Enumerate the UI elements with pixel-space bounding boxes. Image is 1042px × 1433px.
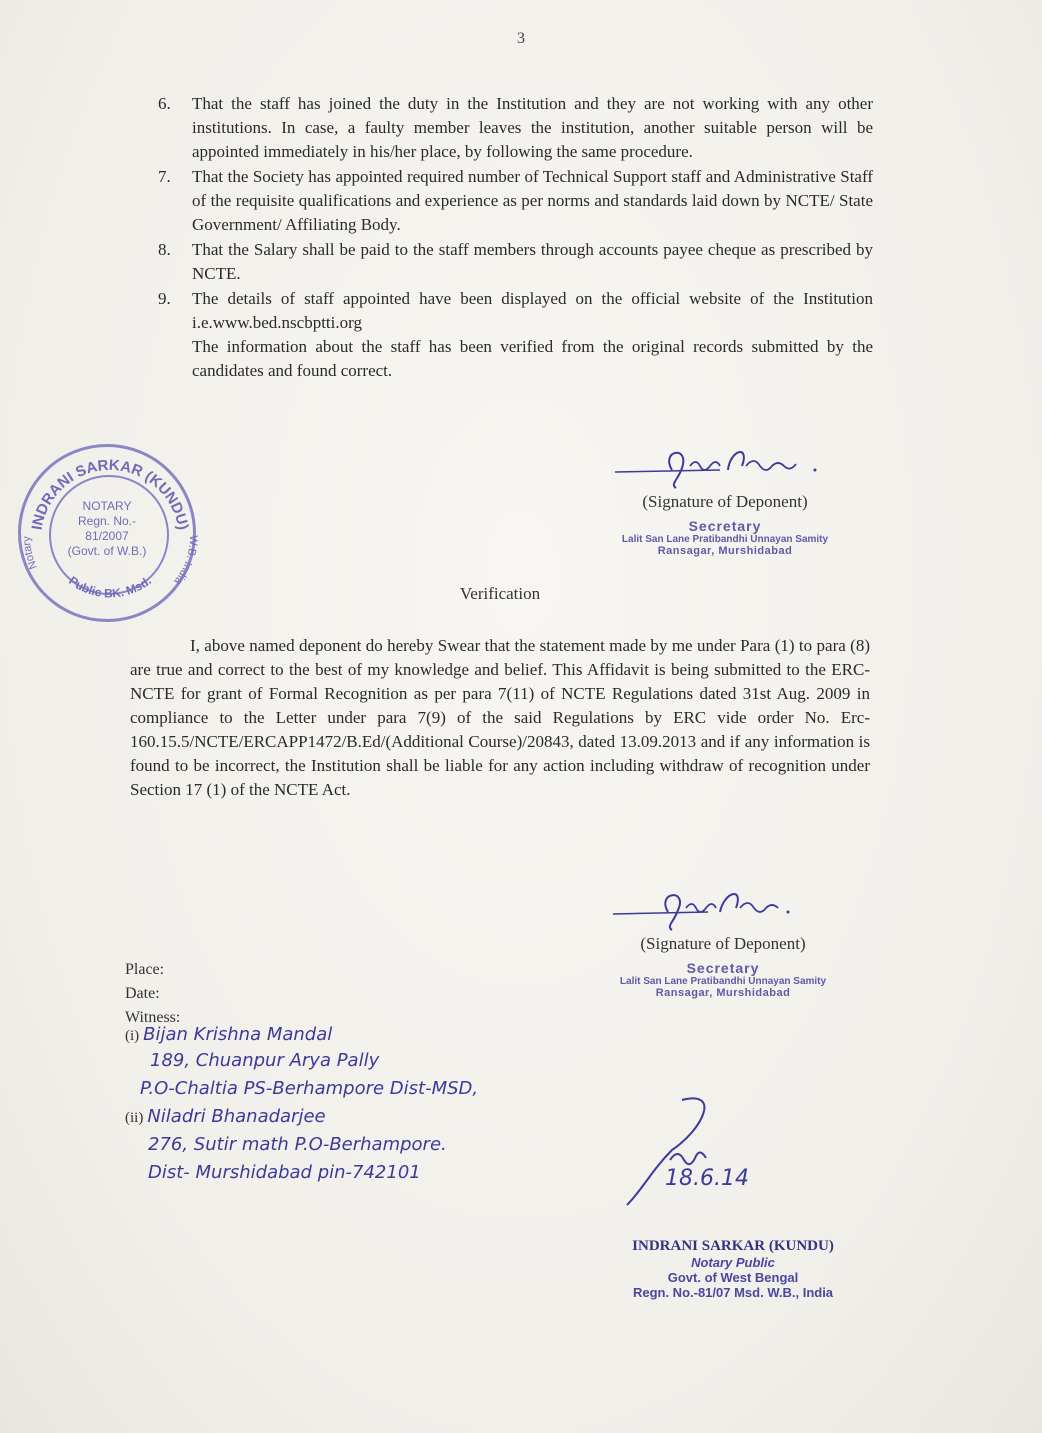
secretary-stamp — [583, 960, 863, 999]
affidavit-clauses — [158, 92, 873, 384]
stamp-organisation: Lalit San Lane Pratibandhi Unnayan Samity — [619, 976, 827, 987]
witness-2-name: (ii) Niladri Bhanadarjee — [125, 1106, 326, 1127]
witness-2-address: Dist- Murshidabad pin-742101 — [148, 1162, 421, 1183]
signature-scribble — [608, 884, 838, 932]
witness-1-address: P.O-Chaltia PS-Berhampore Dist-MSD, — [140, 1078, 479, 1099]
clause-6 — [158, 92, 873, 164]
seal-right-text: W.B. India — [171, 534, 199, 587]
place-date-fields — [125, 958, 180, 1030]
notary-stamp — [608, 1238, 858, 1300]
stamp-place: Ransagar, Murshidabad — [655, 987, 791, 999]
secretary-stamp — [585, 518, 865, 557]
clause-note: The information about the staff has been verified from the original records submitted by the candidates and found correct. — [192, 337, 873, 380]
stamp-place: Ransagar, Murshidabad — [657, 545, 793, 557]
date-label: Date: — [125, 985, 160, 1002]
deponent-signature-1 — [585, 440, 865, 557]
witness-1-address: 189, Chuanpur Arya Pally — [150, 1050, 380, 1071]
seal-name-text: INDRANI SARKAR (KUNDU) — [28, 456, 192, 532]
verification-body: I, above named deponent do hereby Swear that the statement made by me under Para (1) to para (8) are true and correct to the best of my knowledge and belief. This Affidavit is being submitted to the ERC-NCTE for grant of Formal Recognition as per para 7(11) of NCTE Regulations dated 31st Aug. 2009 in compliance to the Letter under para 7(9) of the said Regulations by ERC vide order No. Erc-160.15.5/NCTE/ERCAPP1472/B.Ed/(Additional Course)/20843, dated 13.09.2013 and if any information is found to be incorrect, the Institution shall be liable for any action including withdraw of recognition under Section 17 (1) of the NCTE Act. — [130, 636, 870, 799]
notary-signature-scribble — [612, 1090, 792, 1210]
notary-name: INDRANI SARKAR (KUNDU) — [632, 1238, 834, 1254]
clause-text: That the Salary shall be paid to the staff members through accounts payee cheque as prescribed by NCTE. — [192, 240, 873, 283]
notary-title: Notary Public — [691, 1255, 775, 1270]
stamp-title: Secretary — [688, 518, 762, 534]
signature-label: (Signature of Deponent) — [642, 492, 808, 511]
witness-2-address: 276, Sutir math P.O-Berhampore. — [148, 1134, 447, 1155]
witness-2-mark: (ii) — [125, 1110, 144, 1126]
seal-left-text: Notary — [21, 535, 40, 571]
seal-center-line: (Govt. of W.B.) — [67, 544, 147, 558]
stamp-title: Secretary — [686, 960, 760, 976]
clause-text: That the staff has joined the duty in the Institution and they are not working with any other institutions. In case, a faulty member leaves the institution, another suitable person will be appointed immediately in his/her place, by following the same procedure. — [192, 94, 873, 161]
notary-date: 18.6.14 — [665, 1166, 749, 1191]
clause-number: 6. — [158, 94, 171, 113]
seal-center-line: 81/2007 — [85, 529, 129, 543]
notary-govt: Govt. of West Bengal — [667, 1270, 799, 1285]
clause-number: 7. — [158, 167, 171, 186]
place-label: Place: — [125, 961, 165, 978]
clause-text: That the Society has appointed required number of Technical Support staff and Administrative Staff of the requisite qualifications and experience as per norms and standards laid down by NCTE/ State Government/ Affiliating Body. — [192, 167, 873, 234]
stamp-organisation: Lalit San Lane Pratibandhi Unnayan Samity — [621, 534, 829, 545]
witness-1-mark: (i) — [125, 1028, 140, 1044]
witness-label: Witness: — [125, 1009, 181, 1026]
clause-number: 9. — [158, 289, 171, 308]
verification-heading: Verification — [459, 584, 541, 603]
signature-text: Tapan Biswas. — [608, 884, 614, 885]
seal-bottom-text: Public BK. Msd. — [66, 573, 154, 601]
clause-9 — [158, 287, 873, 383]
svg-text:Notary — [21, 535, 40, 570]
signature-label: (Signature of Deponent) — [640, 934, 806, 953]
deponent-signature-2 — [583, 884, 863, 999]
clause-8 — [158, 238, 873, 286]
page-number: 3 — [517, 30, 525, 47]
notary-regn: Regn. No.-81/07 Msd. W.B., India — [632, 1285, 834, 1300]
signature-text: Tapan Biswas. — [610, 440, 616, 441]
svg-text:W.B. India — [171, 535, 199, 588]
seal-center-line: NOTARY — [82, 499, 132, 513]
seal-center — [57, 499, 157, 559]
signature-scribble — [610, 440, 840, 490]
witness-1-name: (i) Bijan Krishna Mandal — [125, 1024, 333, 1045]
clause-text: The details of staff appointed have been displayed on the official website of the Institution i.e.www.bed.nscbptti.org — [192, 289, 873, 332]
clause-number: 8. — [158, 240, 171, 259]
seal-center-line: Regn. No.- — [77, 514, 137, 528]
clause-7 — [158, 165, 873, 237]
